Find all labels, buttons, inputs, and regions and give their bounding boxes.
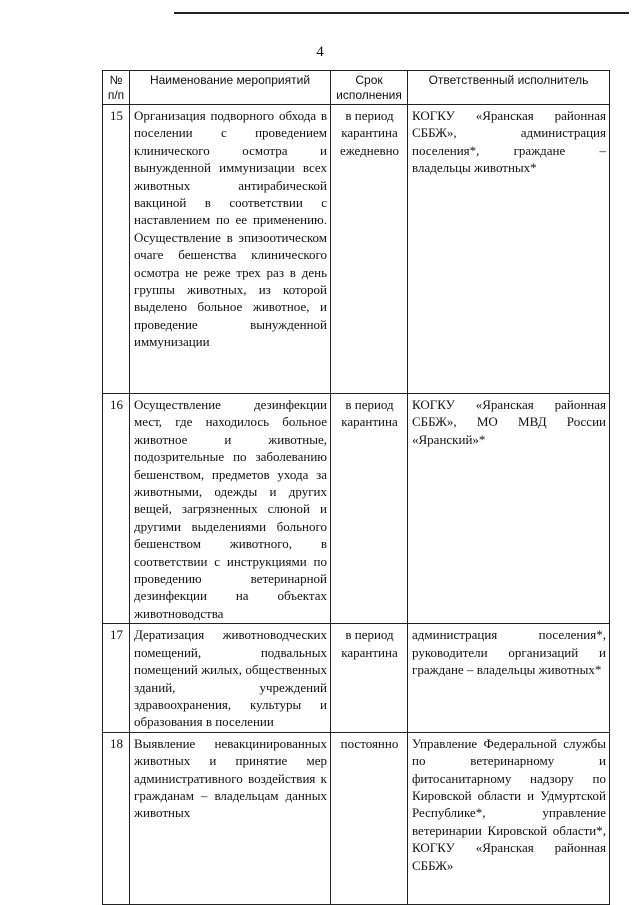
page-number: 4 <box>316 44 324 60</box>
top-rule <box>174 12 629 14</box>
row-number: 16 <box>103 394 130 624</box>
measure-name: Организация подворного обхода в поселении с проведением клинического осмотра и вынужденной иммунизации всех животных антирабической вакциной в соответствии с наставлением по ее применению. Осуществление в эпизоотическом очаге бешенства клинического осмотра не реже трех раз в день группы животных, из которой выделено больное животное, и проведение вынужденной иммунизации <box>130 105 331 394</box>
measure-term: в период карантина <box>331 624 408 732</box>
table-row <box>103 624 610 732</box>
row-number: 15 <box>103 105 130 394</box>
table-header-row <box>103 71 610 105</box>
measure-term: в период карантина <box>331 394 408 624</box>
header-responsible: Ответственный исполнитель <box>408 71 610 105</box>
header-term: Срок исполнения <box>331 71 408 105</box>
measure-term: постоянно <box>331 732 408 904</box>
measure-responsible: КОГКУ «Яранская районная СББЖ», администрация поселения*, граждане – владельцы животных* <box>408 105 610 394</box>
measure-responsible: Управление Федеральной службы по ветеринарному и фитосанитарному надзору по Кировской области и Удмуртской Республике*, управление ветеринарии Кировской области*, КОГКУ «Яранская районная СББЖ» <box>408 732 610 904</box>
header-name: Наименование мероприятий <box>130 71 331 105</box>
table-row <box>103 732 610 904</box>
row-number: 18 <box>103 732 130 904</box>
measure-term: в период карантина ежедневно <box>331 105 408 394</box>
table-row <box>103 394 610 624</box>
measure-name: Осуществление дезинфекции мест, где находилось больное животное и животные, подозрительные по заболеванию бешенством, предметов ухода за животными, одежды и других вещей, загрязненных слюной и другими выделениями больного бешенством животного, в соответствии с инструкциями по проведению ветеринарной дезинфекции на объектах животноводства <box>130 394 331 624</box>
measure-name: Дератизация животноводческих помещений, подвальных помещений жилых, общественных зданий, учреждений здравоохранения, культуры и образования в поселении <box>130 624 331 732</box>
measure-name: Выявление невакцинированных животных и принятие мер административного воздействия к гражданам – владельцам данных животных <box>130 732 331 904</box>
measure-responsible: КОГКУ «Яранская районная СББЖ», МО МВД России «Яранский»* <box>408 394 610 624</box>
row-number: 17 <box>103 624 130 732</box>
header-num: № п/п <box>103 71 130 105</box>
table-row <box>103 105 610 394</box>
measures-table <box>102 70 610 905</box>
measure-responsible: администрация поселения*, руководители организаций и граждане – владельцы животных* <box>408 624 610 732</box>
